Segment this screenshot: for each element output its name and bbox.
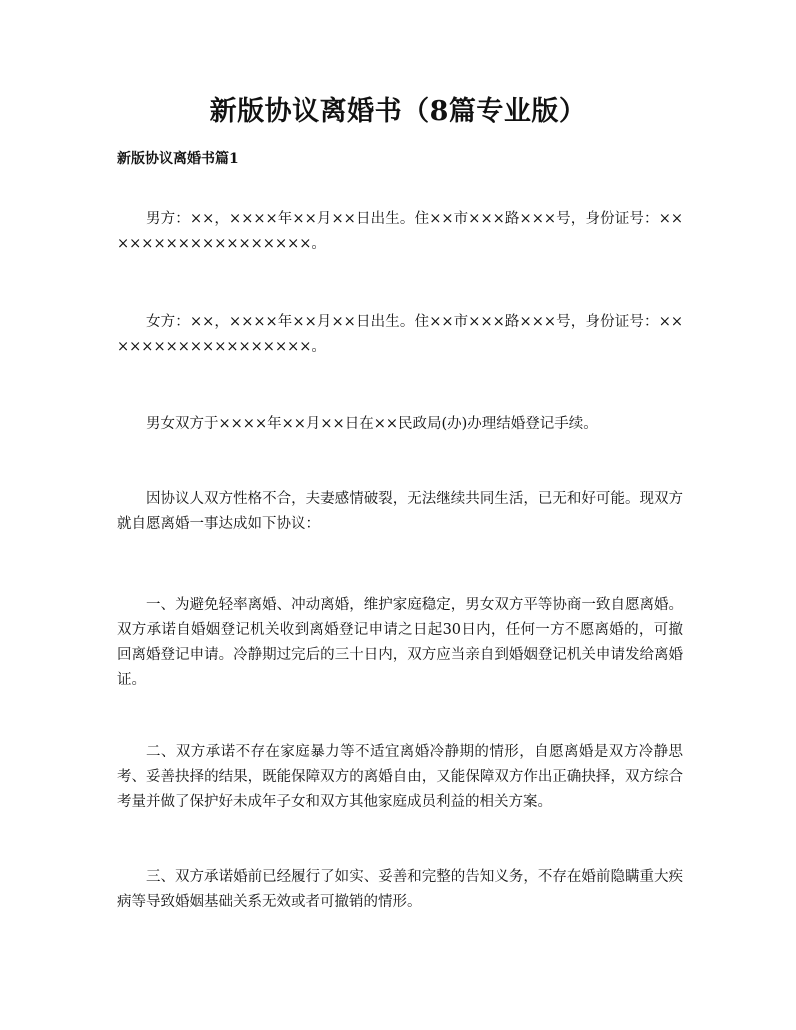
paragraph-marriage-registration: 男女双方于××××年××月××日在××民政局(办)办理结婚登记手续。 (146, 416, 598, 432)
paragraph-female-party: 女方：××，××××年××月××日出生。住××市×××路×××号，身份证号：××××××××××××××××××。 (117, 314, 683, 355)
section-heading: 新版协议离婚书篇1 (117, 151, 239, 167)
document-title: 新版协议离婚书（8篇专业版） (209, 96, 587, 127)
paragraph-clause-1: 一、为避免轻率离婚、冲动离婚，维护家庭稳定，男女双方平等协商一致自愿离婚。双方承诺自婚姻登记机关收到离婚登记申请之日起30日内，任何一方不愿离婚的，可撤回离婚登记申请。冷静期过完后的三十日内，双方应当亲自到婚姻登记机关申请发给离婚证。 (117, 597, 683, 688)
paragraph-reason: 因协议人双方性格不合，夫妻感情破裂，无法继续共同生活，已无和好可能。现双方就自愿离婚一事达成如下协议： (117, 491, 683, 532)
paragraph-male-party: 男方：××，××××年××月××日出生。住××市×××路×××号，身份证号：××××××××××××××××××。 (117, 211, 683, 252)
paragraph-clause-3: 三、双方承诺婚前已经履行了如实、妥善和完整的告知义务，不存在婚前隐瞒重大疾病等导致婚姻基础关系无效或者可撤销的情形。 (117, 869, 683, 910)
paragraph-clause-2: 二、双方承诺不存在家庭暴力等不适宜离婚冷静期的情形，自愿离婚是双方冷静思考、妥善抉择的结果，既能保障双方的离婚自由，又能保障双方作出正确抉择，双方综合考量并做了保护好未成年子女和双方其他家庭成员利益的相关方案。 (117, 744, 683, 810)
